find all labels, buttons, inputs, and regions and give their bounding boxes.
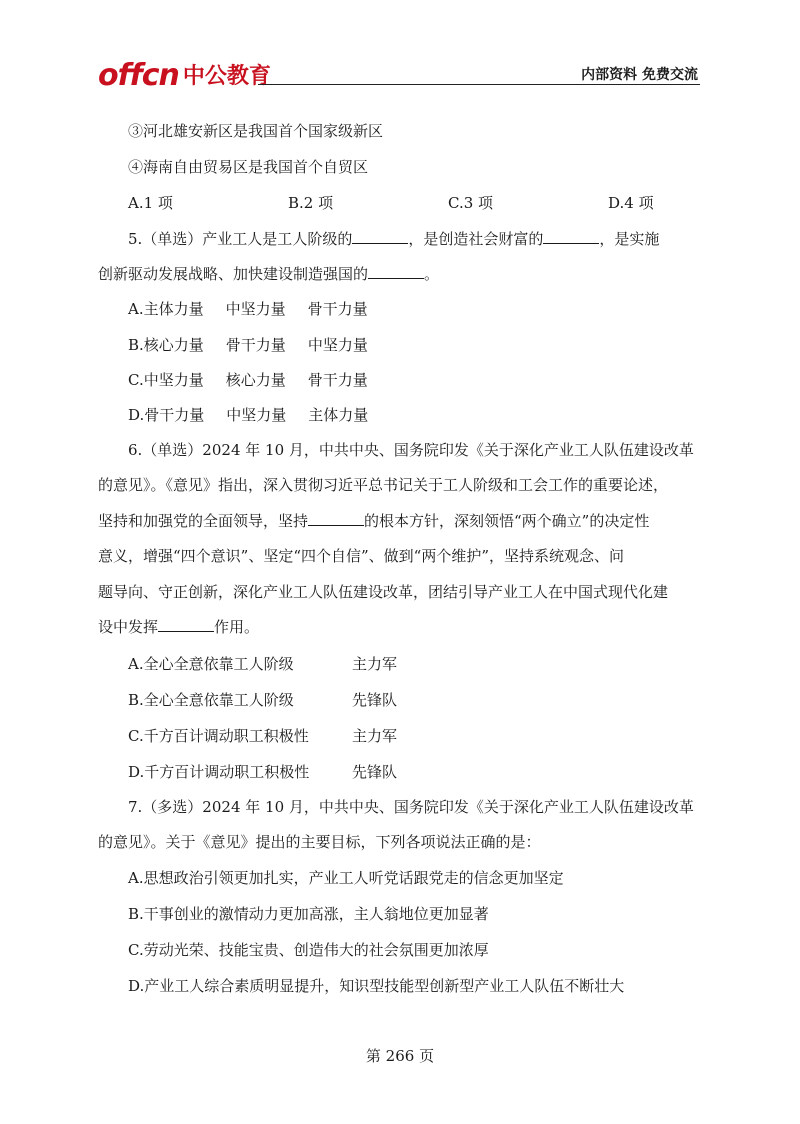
q7-option-d: D.产业工人综合素质明显提升，知识型技能型创新型产业工人队伍不断壮大 [128,977,625,995]
q5-option-b-part-1: B.核心力量 [128,336,204,354]
q5-option-d-part-1: D.骨干力量 [128,406,205,424]
q5-stem-1a: 5.（单选）产业工人是工人阶级的 [128,230,353,248]
q6-stem-3a: 坚持和加强党的全面领导，坚持 [98,512,309,530]
q6-option-b-part-1: B.全心全意依靠工人阶级 [128,691,294,709]
q4-item-3: ③河北雄安新区是我国首个国家级新区 [128,122,384,140]
q6-option-d-part-2: 先锋队 [352,763,398,781]
q6-stem-6b: 作用。 [214,618,260,636]
q5-stem-line-1 [128,229,659,249]
q5-option-d-part-3: 主体力量 [308,406,369,424]
q5-option-a [128,299,368,319]
q6-stem-line-3 [98,511,649,531]
q7-stem-line-2: 的意见》。关于《意见》提出的主要目标，下列各项说法正确的是： [98,833,541,851]
q5-stem-2b: 。 [424,265,440,283]
q6-option-c-part-2: 主力军 [352,727,398,745]
q6-option-c-part-1: C.千方百计调动职工积极性 [128,727,309,745]
q5-option-b [128,335,368,355]
q5-option-b-part-3: 中坚力量 [307,336,368,354]
q5-option-d-part-2: 中坚力量 [226,406,287,424]
page-number: 第 266 页 [365,1047,435,1065]
q5-option-a-part-1: A.主体力量 [128,300,204,318]
offcn-logo [98,58,271,93]
q5-stem-1c: ，是实施 [599,230,660,248]
q4-option-c: C.3 项 [448,194,494,212]
q7-option-a: A.思想政治引领更加扎实，产业工人听党话跟党走的信念更加坚定 [128,869,564,887]
q4-item-4: ④海南自由贸易区是我国首个自贸区 [128,158,369,176]
q5-option-c-part-2: 核心力量 [225,371,286,389]
q6-stem-line-5: 题导向、守正创新，深化产业工人队伍建设改革，团结引导产业工人在中国式现代化建 [98,583,669,601]
q7-option-b: B.干事创业的激情动力更加高涨，主人翁地位更加显著 [128,905,489,923]
q5-option-a-part-3: 骨干力量 [307,300,368,318]
q4-option-a: A.1 项 [128,194,173,212]
q4-option-b: B.2 项 [288,194,334,212]
q6-stem-6a: 设中发挥 [98,618,159,636]
q5-stem-1b: ，是创造社会财富的 [408,230,544,248]
q5-stem-line-2 [98,264,439,284]
q5-option-a-part-2: 中坚力量 [225,300,286,318]
q5-option-c-part-1: C.中坚力量 [128,371,204,389]
answer-blank [543,229,599,244]
logo-text-cn: 中公教育 [182,64,271,89]
q4-option-d: D.4 项 [608,194,654,212]
q5-stem-2a: 创新驱动发展战略、加快建设制造强国的 [98,265,369,283]
answer-blank [308,511,364,526]
q6-option-d-part-1: D.千方百计调动职工积极性 [128,763,310,781]
q6-stem-3b: 的根本方针，深刻领悟“两个确立”的决定性 [364,512,650,530]
q5-option-b-part-2: 骨干力量 [225,336,286,354]
q6-option-a-part-1: A.全心全意依靠工人阶级 [128,655,294,673]
q6-stem-line-6 [98,617,259,637]
header-divider [258,84,700,85]
answer-blank [352,229,408,244]
q6-option-a-part-2: 主力军 [352,655,398,673]
header-note: 内部资料 免费交流 [581,67,698,83]
q6-option-b-part-2: 先锋队 [352,691,398,709]
q5-option-d [128,405,368,425]
q5-option-c [128,370,368,390]
q5-option-c-part-3: 骨干力量 [307,371,368,389]
logo-text-en: offcn [98,58,179,93]
q7-option-c: C.劳动光荣、技能宝贵、创造伟大的社会氛围更加浓厚 [128,941,489,959]
q6-stem-line-2: 的意见》。《意见》指出，深入贯彻习近平总书记关于工人阶级和工会工作的重要论述， [98,476,669,494]
q6-stem-line-1: 6.（单选）2024 年 10 月，中共中央、国务院印发《关于深化产业工人队伍建设改革 [128,441,694,459]
answer-blank [368,264,424,279]
answer-blank [158,617,214,632]
q7-stem-line-1: 7.（多选）2024 年 10 月，中共中央、国务院印发《关于深化产业工人队伍建设改革 [128,798,694,816]
q6-stem-line-4: 意义，增强“四个意识”、坚定“四个自信”、做到“两个维护”，坚持系统观念、问 [98,547,625,565]
